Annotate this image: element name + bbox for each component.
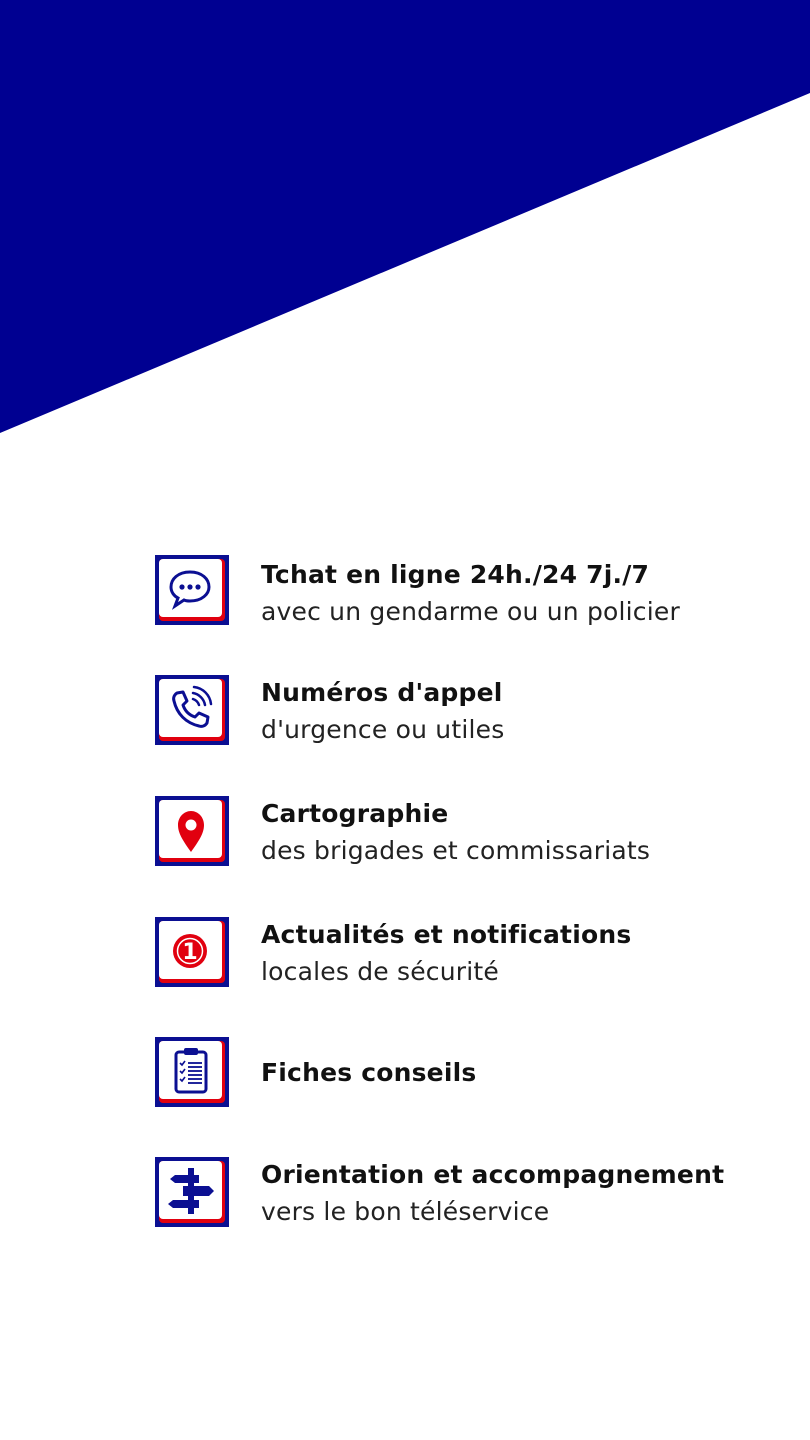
- feature-icon-tile: [155, 1037, 229, 1107]
- feature-icon-tile: [155, 555, 229, 625]
- feature-item-orientation: [155, 1157, 795, 1229]
- chat-bubble-icon: [159, 559, 225, 621]
- feature-item-phone: [155, 675, 795, 747]
- feature-subtitle: avec un gendarme ou un policier: [261, 597, 680, 626]
- diagonal-blue-shape: [0, 0, 810, 433]
- feature-icon-tile: [155, 796, 229, 866]
- feature-title: Actualités et notifications: [261, 920, 632, 949]
- feature-title: Numéros d'appel: [261, 678, 503, 707]
- feature-item-chat: [155, 555, 795, 627]
- feature-icon-tile: [155, 917, 229, 987]
- notification-badge-count: 1: [182, 940, 198, 965]
- feature-item-map: [155, 796, 795, 868]
- feature-subtitle: locales de sécurité: [261, 957, 500, 986]
- notification-badge-icon: [159, 921, 225, 983]
- feature-icon-tile: [155, 675, 229, 745]
- feature-subtitle: d'urgence ou utiles: [261, 715, 505, 744]
- feature-item-advice: [155, 1037, 795, 1109]
- feature-subtitle: vers le bon téléservice: [261, 1197, 550, 1226]
- feature-item-notifications: [155, 917, 795, 989]
- map-pin-icon: [159, 800, 225, 862]
- feature-title: Cartographie: [261, 799, 449, 828]
- feature-title: Orientation et accompagnement: [261, 1160, 725, 1189]
- feature-title: Tchat en ligne 24h./24 7j./7: [261, 560, 650, 589]
- feature-title: Fiches conseils: [261, 1058, 477, 1087]
- feature-subtitle: des brigades et commissariats: [261, 836, 651, 865]
- signpost-icon: [159, 1161, 225, 1223]
- phone-icon: [159, 679, 225, 741]
- feature-icon-tile: [155, 1157, 229, 1227]
- clipboard-checklist-icon: [159, 1041, 225, 1103]
- header-banner: [0, 0, 810, 440]
